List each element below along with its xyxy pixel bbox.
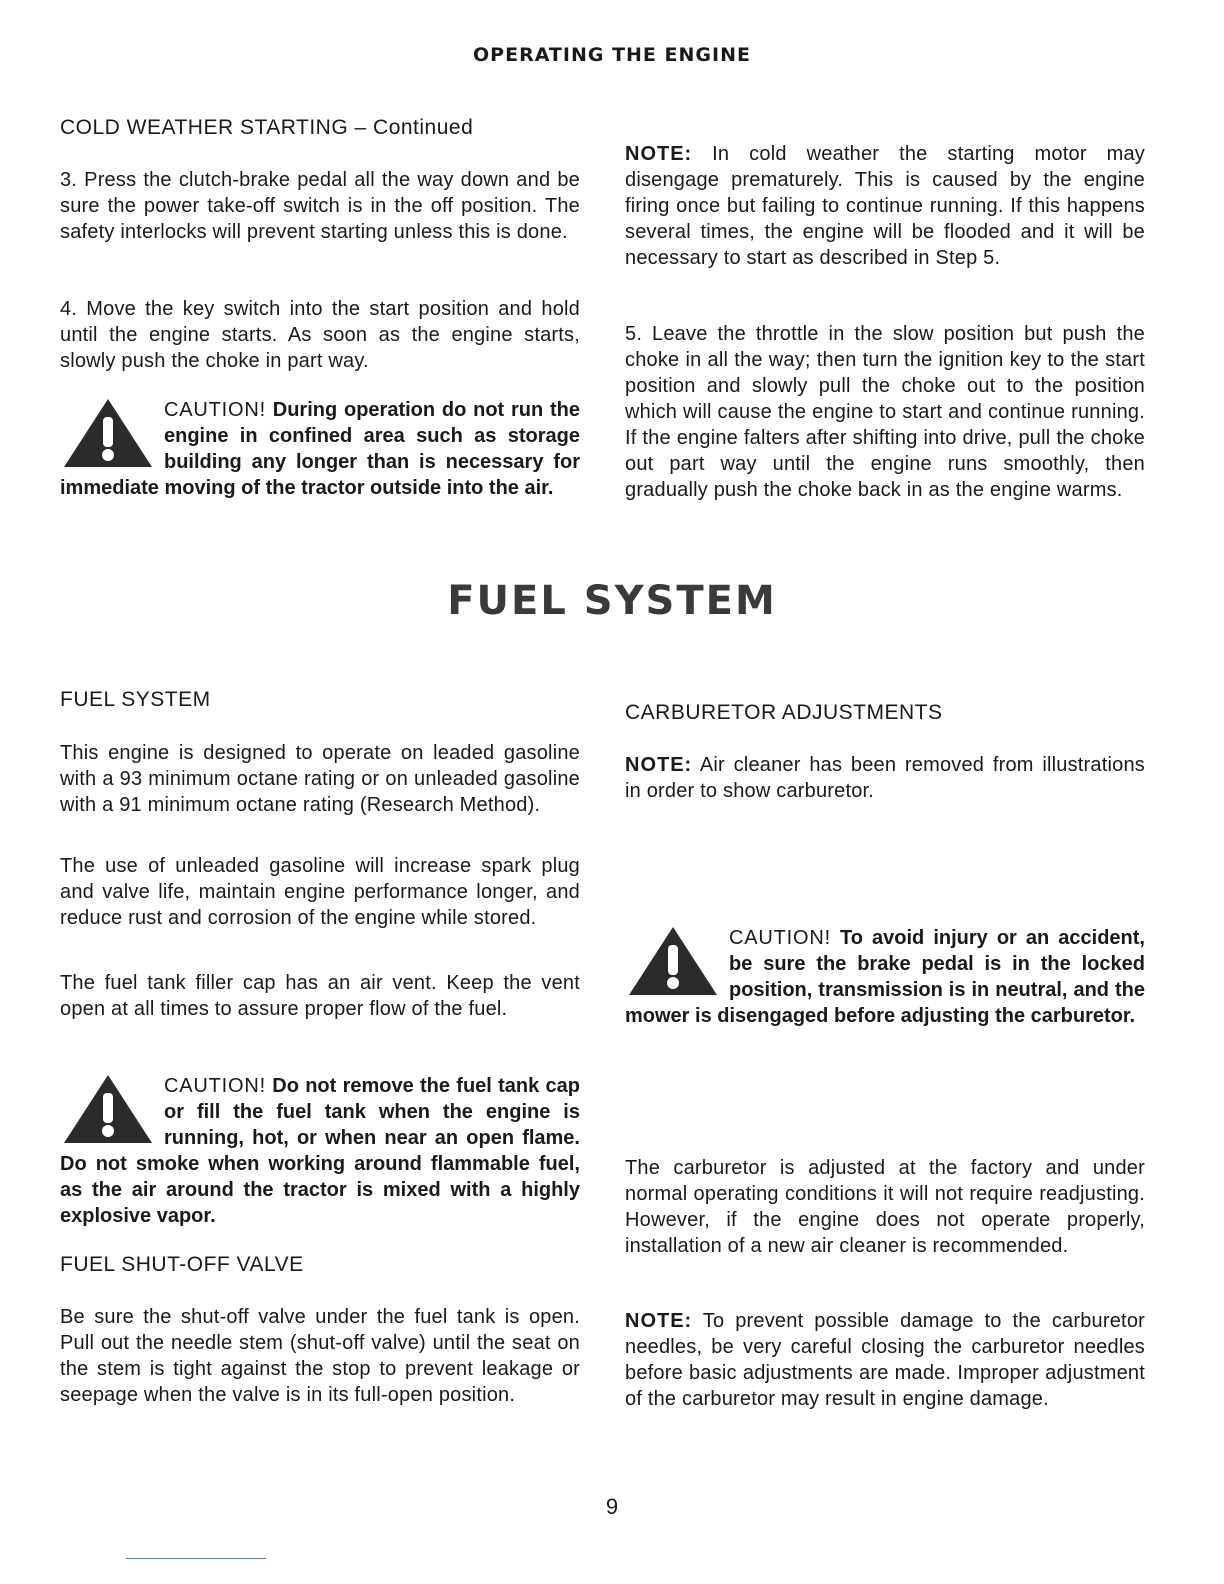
step-4-paragraph: 4. Move the key switch into the start position and hold until the engine starts. As soon as the engine starts, slowly push the choke in part way. — [60, 298, 580, 372]
cold-weather-heading: COLD WEATHER STARTING – Continued — [60, 116, 474, 139]
note-label: NOTE: — [625, 1310, 693, 1332]
caution-block-carburetor — [625, 925, 1145, 1029]
fuel-octane-paragraph: This engine is designed to operate on leaded gasoline with a 93 minimum octane rating or on unleaded gasoline with a 91 minimum octane rating (Research Method). — [60, 742, 580, 816]
unleaded-paragraph: The use of unleaded gasoline will increase spark plug and valve life, maintain engine performance longer, and reduce rust and corrosion of the engine while stored. — [60, 855, 580, 929]
cold-weather-note — [625, 141, 1145, 271]
caution-block-operation — [60, 397, 580, 501]
warning-triangle-icon — [60, 397, 156, 475]
caution-text: During operation do not run the engine in confined area such as storage building any longer than is necessary for immediate moving of the tractor outside into the air. — [60, 399, 580, 499]
caution-text: Do not remove the fuel tank cap or fill the fuel tank when the engine is running, hot, or when near an open flame. Do not smoke when working around flammable fuel, as the air around the tractor is mixed with a highly explosive vapor. — [60, 1075, 580, 1227]
caution-block-fuel — [60, 1073, 580, 1229]
note-label: NOTE: — [625, 754, 693, 776]
carburetor-heading: CARBURETOR ADJUSTMENTS — [625, 701, 943, 724]
air-cleaner-note — [625, 752, 1145, 804]
page-header: OPERATING THE ENGINE — [473, 44, 751, 66]
filler-cap-paragraph: The fuel tank filler cap has an air vent. Keep the vent open at all times to assure proper flow of the fuel. — [60, 972, 580, 1020]
shut-off-valve-heading: FUEL SHUT-OFF VALVE — [60, 1253, 304, 1276]
note-text: Air cleaner has been removed from illustrations in order to show carburetor. — [625, 754, 1145, 802]
caution-label: CAUTION! — [164, 1075, 266, 1097]
note-text: To prevent possible damage to the carburetor needles, be very careful closing the carburetor needles before basic adjustments are made. Improper adjustment of the carburetor may result in engine damage. — [625, 1310, 1145, 1410]
warning-triangle-icon — [60, 1073, 156, 1151]
note-label: NOTE: — [625, 143, 693, 165]
section-title: FUEL SYSTEM — [447, 578, 777, 624]
caution-label: CAUTION! — [164, 399, 266, 421]
caution-label: CAUTION! — [729, 927, 831, 949]
carburetor-needles-note — [625, 1308, 1145, 1412]
carburetor-factory-paragraph: The carburetor is adjusted at the factory and under normal operating conditions it will not require readjusting. However, if the engine does not operate properly, installation of a new air cleaner is recommended. — [625, 1157, 1145, 1257]
note-text: In cold weather the starting motor may disengage prematurely. This is caused by the engine firing once but failing to continue running. If this happens several times, the engine will be flooded and it will be necessary to start as described in Step 5. — [625, 143, 1145, 269]
step-5-paragraph: 5. Leave the throttle in the slow position but push the choke in all the way; then turn the ignition key to the start position and slowly pull the choke out to the position which will cause the engine to start and continue running. If the engine falters after shifting into drive, pull the choke out part way until the engine runs smoothly, then gradually push the choke back in as the engine warms. — [625, 323, 1145, 501]
page-number: 9 — [605, 1494, 619, 1519]
fuel-system-heading: FUEL SYSTEM — [60, 688, 211, 711]
warning-triangle-icon — [625, 925, 721, 1003]
shut-off-valve-paragraph: Be sure the shut-off valve under the fuel tank is open. Pull out the needle stem (shut-off valve) until the seat on the stem is tight against the stop to prevent leakage or seepage when the valve is in its full-open position. — [60, 1306, 580, 1406]
underline-rule — [126, 1558, 266, 1559]
step-3-paragraph: 3. Press the clutch-brake pedal all the way down and be sure the power take-off switch is in the off position. The safety interlocks will prevent starting unless this is done. — [60, 169, 580, 243]
caution-text: To avoid injury or an accident, be sure the brake pedal is in the locked position, transmission is in neutral, and the mower is disengaged before adjusting the carburetor. — [625, 927, 1145, 1027]
